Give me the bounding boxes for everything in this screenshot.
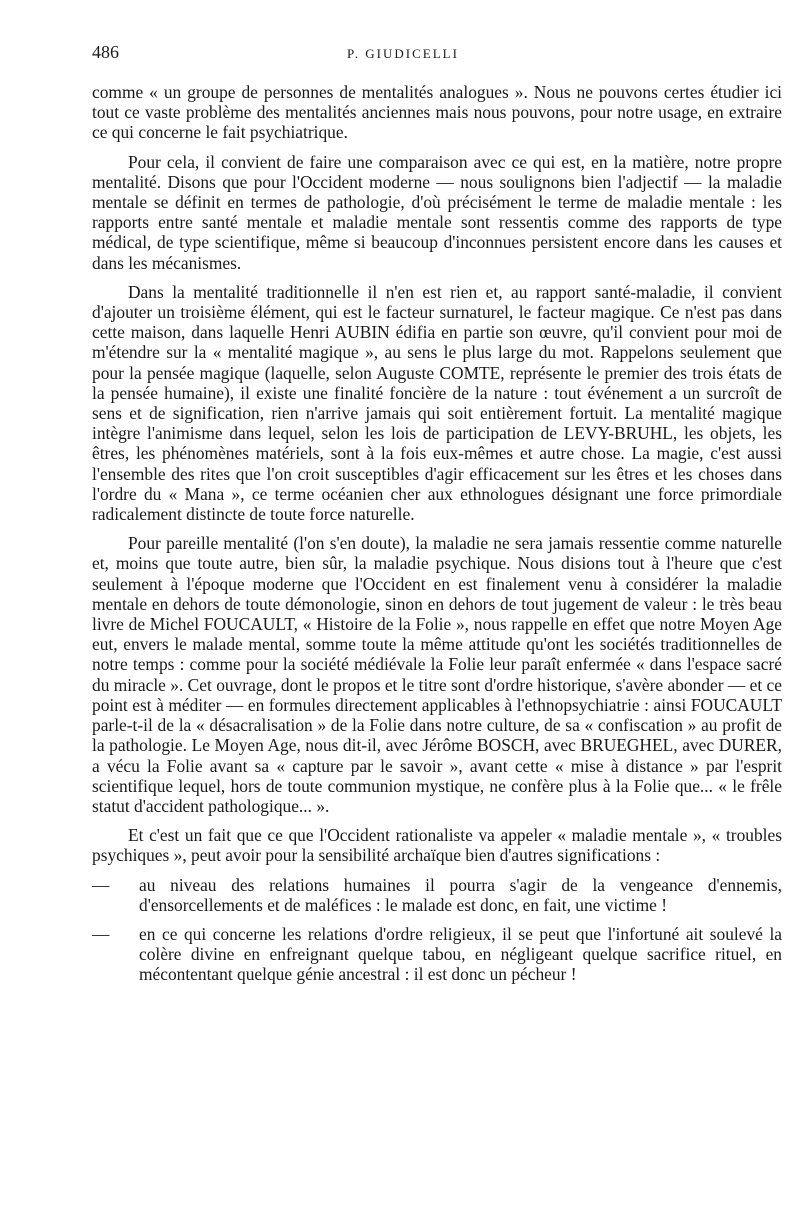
list-item-text: en ce qui concerne les relations d'ordre religieux, il se peut que l'infortuné ait soulevé la colère divine en enfreignant quelque tabou, en négligeant quelque sacrifice rituel, en mécontentant quelque génie ancestral : il est donc un pécheur ! [139,923,782,985]
list-dash: — [92,923,110,944]
paragraph-3: Dans la mentalité traditionnelle il n'en est rien et, au rapport santé-maladie, il convient d'ajouter un troisième élément, qui est le facteur surnaturel, le facteur magique. Ce n'est pas dans cette maison, dans laquelle Henri AUBIN édifia en partie son œuvre, qu'il convient pour moi de m'étendre sur la « mentalité magique », au sens le plus large du mot. Rappelons seulement que pour la pensée magique (laquelle, selon Auguste COMTE, représente le premier des trois états de la pensée humaine), il existe une finalité foncière de la nature : tout événement a un surcroît de sens et de signification, rien n'arrive jamais qui soit entièrement fortuit. La mentalité magique intègre l'animisme dans lequel, selon les lois de participation de LEVY-BRUHL, les objets, les êtres, les phénomènes matériels, sont à la fois eux-mêmes et autre chose. La magie, c'est aussi l'ensemble des rites que l'on croit susceptibles d'agir efficacement sur les êtres et les choses dans l'ordre du « Mana », ce terme océanien cher aux ethnologues désignant une force primordiale radicalement distincte de toute force naturelle. [92,281,782,525]
paragraph-2: Pour cela, il convient de faire une comparaison avec ce qui est, en la matière, notre propre mentalité. Disons que pour l'Occident moderne — nous soulignons bien l'adjectif — la maladie mentale se définit en termes de pathologie, d'où précisément le terme de maladie mentale : les rapports entre santé mentale et maladie mentale sont ressentis comme des rapports de type médical, de type scientifique, même si beaucoup d'inconnues persistent encore dans les causes et dans les mécanismes. [92,151,782,273]
list-item-text: au niveau des relations humaines il pourra s'agir de la vengeance d'ennemis, d'ensorcellements et de maléfices : le malade est donc, en fait, une victime ! [139,874,782,915]
list-item [92,875,782,915]
page-number: 486 [92,42,119,62]
list-dash: — [92,874,110,895]
body-text [92,82,782,985]
book-page [92,38,782,994]
running-head-author: P. GIUDICELLI [347,46,459,61]
page-header [92,38,782,68]
significations-list [92,875,782,985]
paragraph-1: comme « un groupe de personnes de mentalités analogues ». Nous ne pouvons certes étudier ici tout ce vaste problème des mentalités anciennes mais nous pouvons, pour notre usage, en extraire ce qui concerne le fait psychiatrique. [92,82,782,143]
paragraph-4: Pour pareille mentalité (l'on s'en doute), la maladie ne sera jamais ressentie comme naturelle et, moins que toute autre, bien sûr, la maladie psychique. Nous disions tout à l'heure que c'est seulement à l'époque moderne que l'Occident en est finalement venu à considérer la maladie mentale en dehors de toute démonologie, sinon en dehors de tout jugement de valeur : le très beau livre de Michel FOUCAULT, « Histoire de la Folie », nous rappelle en effet que notre Moyen Age eut, envers le malade mental, somme toute la même attitude qu'ont les sociétés traditionnelles de notre temps : comme pour la société médiévale la Folie leur paraît enfermée « dans l'espace sacré du miracle ». Cet ouvrage, dont le propos et le titre sont d'ordre historique, s'avère abonder — et ce point est à méditer — en formules directement applicables à l'ethnopsychiatrie : ainsi FOUCAULT parle-t-il de la « désacralisation » de la Folie dans notre culture, de sa « confiscation » au profit de la pathologie. Le Moyen Age, nous dit-il, avec Jérôme BOSCH, avec BRUEGHEL, avec DURER, a vécu la Folie avant sa « capture par le savoir », avant cette « mise à distance » par l'esprit scientifique lequel, hors de toute communion mystique, ne confère plus à la Folie que... « le frêle statut d'accident pathologique... ». [92,533,782,816]
paragraph-5: Et c'est un fait que ce que l'Occident rationaliste va appeler « maladie mentale », « troubles psychiques », peut avoir pour la sensibilité archaïque bien d'autres significations : [92,825,782,866]
list-item [92,924,782,985]
